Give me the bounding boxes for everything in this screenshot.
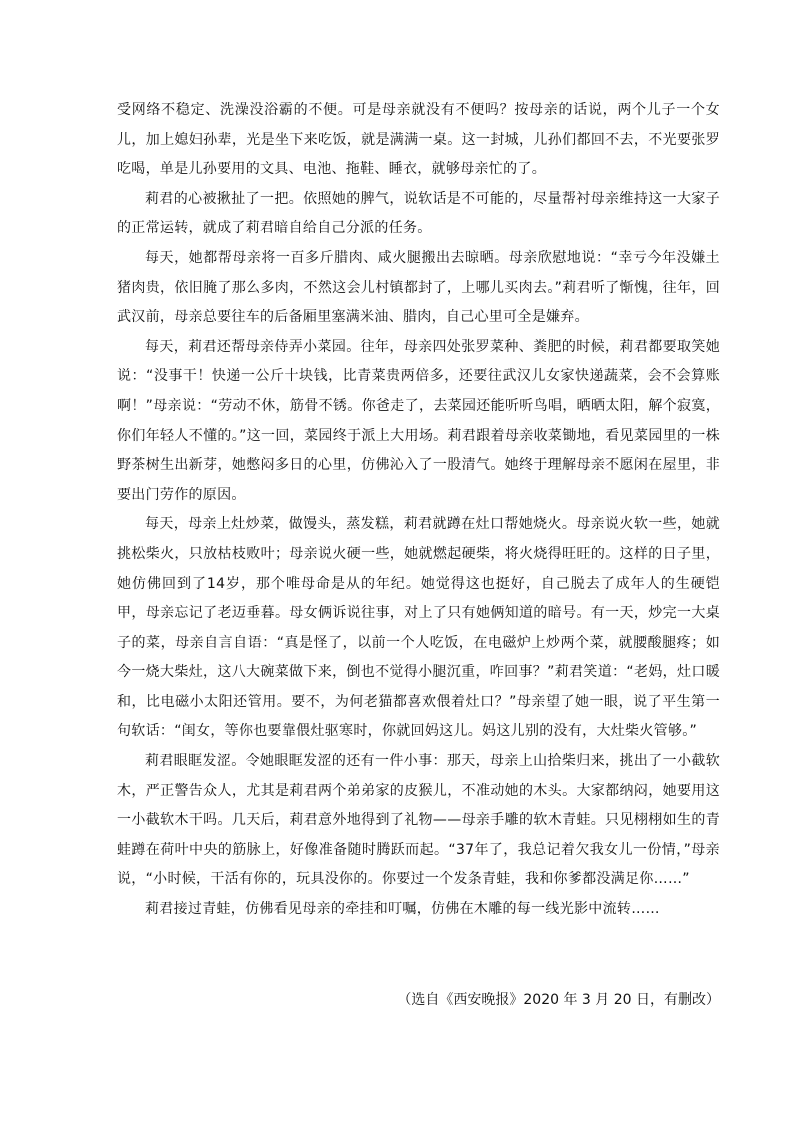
article-paragraph: 莉君眼眶发涩。令她眼眶发涩的还有一件小事：那天，母亲上山拾柴归来，挑出了一小截软木，严正警告众人，尤其是莉君两个弟弟家的皮猴儿，不准动她的木头。大家都纳闷，她要用这一小截软木干吗。几天后，莉君意外地得到了礼物——母亲手雕的软木青蛙。只见栩栩如生的青蛙蹲在荷叶中央的筋脉上，好像准备随时腾跃而起。“37年了，我总记着欠我女儿一份情，”母亲说，“小时候，干活有你的，玩具没你的。你要过一个发条青蛙，我和你爹都没满足你……” <box>117 753 720 888</box>
article-paragraph: 莉君接过青蛙，仿佛看见母亲的牵挂和叮嘱，仿佛在木雕的每一线光影中流转…… <box>145 901 660 918</box>
article-paragraph: 每天，母亲上灶炒菜，做馒头，蒸发糕，莉君就蹲在灶口帮她烧火。母亲说火软一些，她就挑松柴火，只放枯枝败叶；母亲说火硬一些，她就燃起硬柴，将火烧得旺旺的。这样的日子里，她仿佛回到了14岁，那个唯母命是从的年纪。她觉得这也挺好，自己脱去了成年人的生硬铠甲，母亲忘记了老迈垂暮。母女俩诉说往事，对上了只有她俩知道的暗号。有一天，炒完一大桌子的菜，母亲自言自语：“真是怪了，以前一个人吃饭，在电磁炉上炒两个菜，就腰酸腿疼；如今一烧大柴灶，这八大碗菜做下来，倒也不觉得小腿沉重，咋回事？”莉君笑道：“老妈，灶口暖和，比电磁小太阳还管用。要不，为何老猫都喜欢偎着灶口？”母亲望了她一眼，说了平生第一句软话：“闺女，等你也要靠偎灶驱寒时，你就回妈这儿。妈这儿别的没有，大灶柴火管够。” <box>117 516 720 740</box>
article-paragraph: 每天，她都帮母亲将一百多斤腊肉、咸火腿搬出去晾晒。母亲欣慰地说：“幸亏今年没嫌土猪肉贵，依旧腌了那么多肉，不然这会儿村镇都封了，上哪儿买肉去。”莉君听了惭愧，往年，回武汉前，母亲总要往车的后备厢里塞满米油、腊肉，自己心里可全是嫌弃。 <box>117 249 720 326</box>
article-paragraph: 每天，莉君还帮母亲侍弄小菜园。往年，母亲四处张罗菜种、粪肥的时候，莉君都要取笑她说：“没事干！快递一公斤十块钱，比青菜贵两倍多，还要往武汉儿女家快递蔬菜，会不会算账啊！”母亲说：“劳动不休，筋骨不锈。你爸走了，去菜园还能听听鸟唱，晒晒太阳，解个寂寞，你们年轻人不懂的。”这一回，菜园终于派上大用场。莉君跟着母亲收菜锄地，看见菜园里的一株野茶树生出新芽，她憋闷多日的心里，仿佛沁入了一股清气。她终于理解母亲不愿闲在屋里，非要出门劳作的原因。 <box>117 338 720 503</box>
article-paragraph: 莉君的心被揪扯了一把。依照她的脾气，说软话是不可能的，尽量帮衬母亲维持这一大家子的正常运转，就成了莉君暗自给自己分派的任务。 <box>117 190 720 237</box>
article-paragraph: 受网络不稳定、洗澡没浴霸的不便。可是母亲就没有不便吗？按母亲的话说，两个儿子一个女儿，加上媳妇孙辈，光是坐下来吃饭，就是满满一桌。这一封城，儿孙们都回不去，不光要张罗吃喝，单是儿孙要用的文具、电池、拖鞋、睡衣，就够母亲忙的了。 <box>117 102 720 178</box>
article-body <box>117 96 720 925</box>
source-citation: （选自《西安晚报》2020 年 3 月 20 日，有删改） <box>397 992 720 1008</box>
